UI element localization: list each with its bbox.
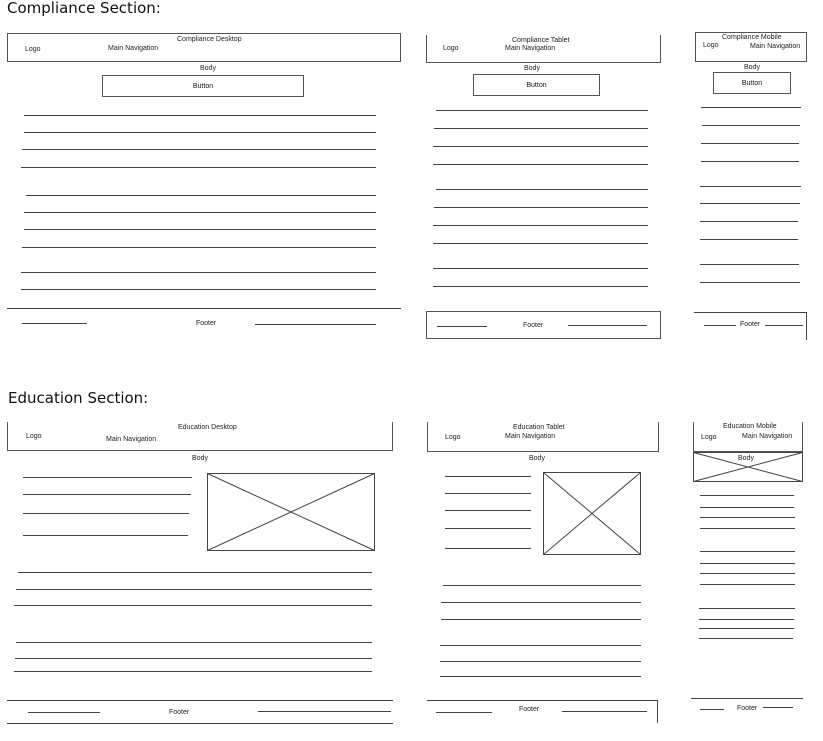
text-line	[16, 642, 372, 643]
text-line	[18, 572, 372, 573]
text-line	[22, 149, 376, 150]
text-line	[433, 225, 648, 226]
education-desktop-logo: Logo	[26, 433, 42, 440]
footer-line	[765, 325, 803, 326]
text-line	[440, 645, 641, 646]
education-mobile-title: Education Mobile	[723, 423, 777, 430]
footer-divider	[691, 698, 803, 699]
text-line	[433, 243, 648, 244]
compliance-tablet-logo: Logo	[443, 45, 459, 52]
text-line	[434, 207, 648, 208]
text-line	[700, 239, 798, 240]
text-line	[433, 268, 648, 269]
text-line	[700, 203, 800, 204]
text-line	[23, 513, 189, 514]
education-section-title: Education Section:	[8, 389, 149, 407]
footer-line	[436, 712, 492, 713]
text-line	[24, 132, 376, 133]
education-mobile-footer: Footer	[737, 705, 758, 712]
education-tablet-footer: Footer	[519, 706, 540, 713]
text-line	[441, 602, 641, 603]
text-line	[15, 658, 372, 659]
text-line	[699, 608, 795, 609]
text-line	[21, 289, 376, 290]
text-line	[700, 282, 800, 283]
text-line	[700, 573, 795, 574]
text-line	[23, 494, 191, 495]
footer-line	[763, 707, 793, 708]
text-line	[441, 619, 641, 620]
footer-divider	[427, 700, 658, 701]
text-line	[21, 272, 376, 273]
text-line	[700, 221, 798, 222]
compliance-desktop-button[interactable]: Button	[102, 75, 304, 97]
text-line	[22, 247, 376, 248]
text-line	[443, 585, 641, 586]
text-line	[433, 146, 648, 147]
text-line	[440, 661, 641, 662]
footer-line	[255, 324, 376, 325]
footer-divider	[7, 723, 393, 724]
education-desktop-title: Education Desktop	[178, 424, 237, 431]
compliance-mobile-logo: Logo	[703, 42, 719, 49]
text-line	[700, 495, 794, 496]
footer-line	[562, 711, 647, 712]
text-line	[26, 195, 376, 196]
education-tablet-image-placeholder	[543, 472, 641, 555]
text-line	[700, 507, 794, 508]
footer-divider	[657, 700, 658, 723]
education-tablet-title: Education Tablet	[513, 424, 565, 431]
text-line	[16, 589, 372, 590]
education-mobile-logo: Logo	[701, 434, 717, 441]
education-mobile-main-navigation: Main Navigation	[742, 433, 793, 440]
text-line	[700, 517, 795, 518]
text-line	[445, 476, 531, 477]
compliance-tablet-title: Compliance Tablet	[512, 37, 570, 44]
compliance-desktop-footer: Footer	[196, 320, 217, 327]
text-line	[445, 548, 531, 549]
text-line	[433, 286, 648, 287]
text-line	[699, 638, 793, 639]
education-mobile-body-label: Body	[738, 455, 754, 462]
text-line	[433, 164, 648, 165]
footer-line	[700, 709, 724, 710]
text-line	[700, 584, 795, 585]
compliance-section-title: Compliance Section:	[7, 0, 161, 17]
text-line	[445, 510, 531, 511]
footer-line	[704, 325, 736, 326]
compliance-mobile-main-navigation: Main Navigation	[750, 43, 801, 50]
compliance-mobile-footer: Footer	[740, 321, 761, 328]
footer-line	[22, 323, 87, 324]
text-line	[434, 128, 648, 129]
education-desktop-main-navigation: Main Navigation	[106, 436, 157, 443]
compliance-tablet-body-label: Body	[524, 65, 540, 72]
compliance-tablet-main-navigation: Main Navigation	[505, 45, 556, 52]
text-line	[701, 143, 799, 144]
compliance-desktop-main-navigation: Main Navigation	[108, 45, 159, 52]
text-line	[21, 167, 376, 168]
footer-line	[437, 326, 487, 327]
compliance-desktop-title: Compliance Desktop	[177, 36, 242, 43]
text-line	[702, 125, 800, 126]
footer-divider	[7, 700, 393, 701]
text-line	[23, 477, 192, 478]
compliance-desktop-body-label: Body	[200, 65, 216, 72]
footer-line	[258, 711, 391, 712]
text-line	[700, 186, 801, 187]
footer-line	[568, 325, 647, 326]
text-line	[436, 189, 648, 190]
compliance-tablet-button[interactable]: Button	[473, 74, 600, 96]
text-line	[700, 264, 799, 265]
compliance-desktop-logo: Logo	[25, 46, 41, 53]
text-line	[436, 110, 648, 111]
text-line	[445, 493, 531, 494]
compliance-mobile-title: Compliance Mobile	[722, 34, 782, 41]
text-line	[700, 528, 795, 529]
education-tablet-logo: Logo	[445, 434, 461, 441]
footer-line	[28, 712, 100, 713]
text-line	[14, 671, 372, 672]
education-tablet-main-navigation: Main Navigation	[505, 433, 556, 440]
text-line	[699, 628, 794, 629]
text-line	[24, 115, 376, 116]
text-line	[445, 528, 531, 529]
text-line	[24, 212, 376, 213]
text-line	[14, 605, 372, 606]
education-desktop-image-placeholder	[207, 473, 375, 551]
text-line	[699, 619, 794, 620]
education-desktop-footer: Footer	[169, 709, 190, 716]
footer-divider	[806, 312, 807, 340]
compliance-mobile-button[interactable]: Button	[713, 72, 791, 94]
text-line	[440, 676, 641, 677]
text-line	[701, 161, 799, 162]
text-line	[700, 551, 795, 552]
compliance-tablet-footer: Footer	[523, 322, 544, 329]
text-line	[701, 107, 801, 108]
compliance-mobile-body-label: Body	[744, 64, 760, 71]
education-tablet-body-label: Body	[529, 455, 545, 462]
footer-divider	[7, 308, 401, 309]
text-line	[23, 535, 188, 536]
text-line	[24, 229, 376, 230]
footer-divider	[694, 312, 807, 313]
education-desktop-body-label: Body	[192, 455, 208, 462]
text-line	[700, 563, 795, 564]
